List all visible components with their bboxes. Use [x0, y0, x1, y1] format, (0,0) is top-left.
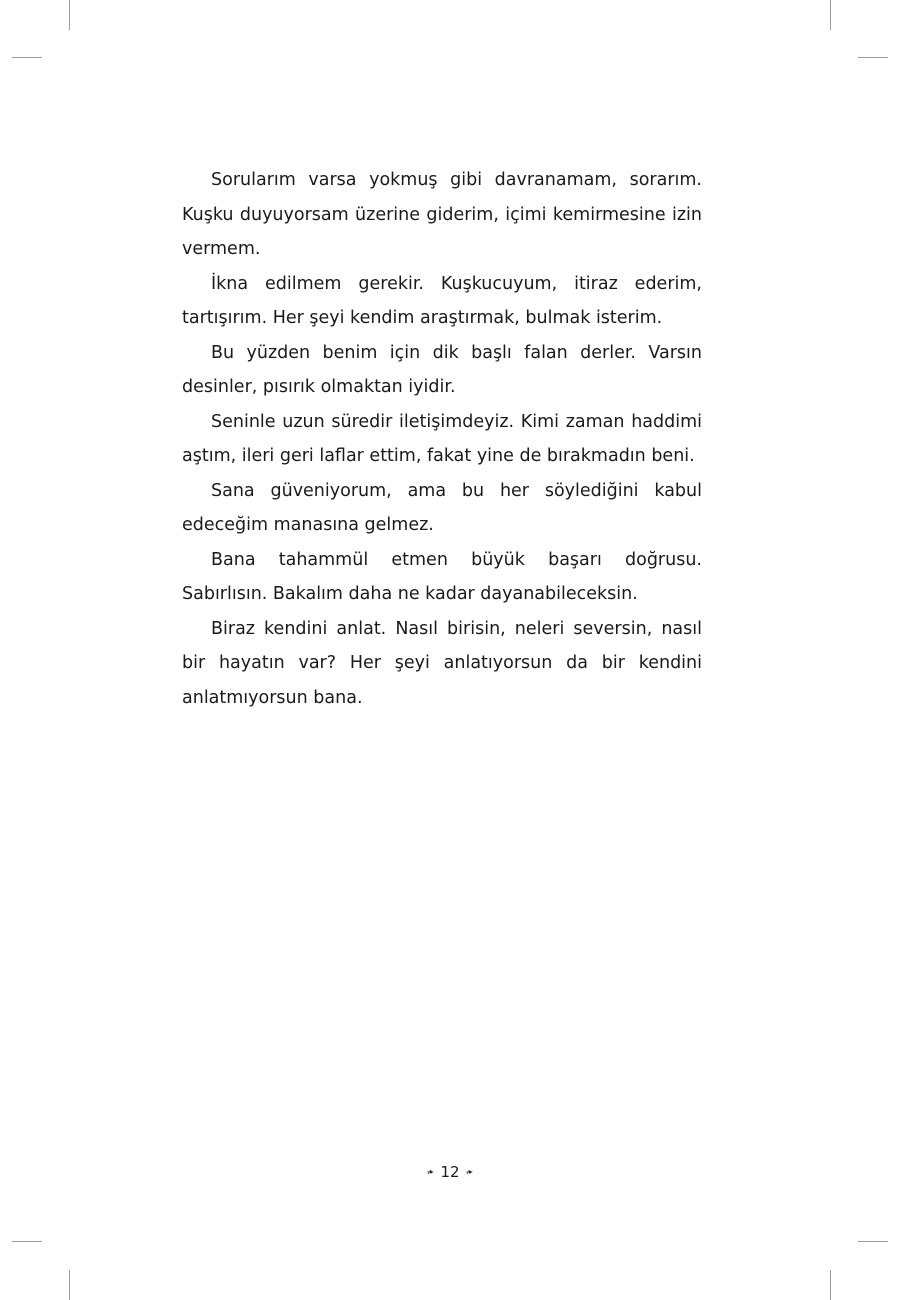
paragraph-7: Biraz kendini anlat. Nasıl birisin, neleri seversin, nasıl bir hayatın var? Her şeyi anlatıyorsun da bir kendini anlatmıyorsun bana.: [182, 618, 702, 708]
paragraph-2: İkna edilmem gerekir. Kuşkucuyum, itiraz ederim, tartışırım. Her şeyi kendim araştırmak, bulmak isterim.: [182, 273, 702, 328]
page-number: 12: [440, 1163, 460, 1181]
paragraph-5: Sana güveniyorum, ama bu her söylediğini kabul edeceğim manasına gelmez.: [182, 480, 702, 535]
crop-mark-top-right-horizontal: [858, 57, 888, 58]
crop-mark-bottom-right-horizontal: [858, 1241, 888, 1242]
paragraph-4: Seninle uzun süredir iletişimdeyiz. Kimi zaman haddimi aştım, ileri geri laflar ettim, fakat yine de bırakmadın beni.: [182, 411, 702, 466]
crop-mark-bottom-left-horizontal: [12, 1241, 42, 1242]
leaf-ornament-left-icon: ❧: [425, 1166, 436, 1179]
paragraph-6: Bana tahammül etmen büyük başarı doğrusu. Sabırlısın. Bakalım daha ne kadar dayanabileceksin.: [182, 549, 702, 604]
leaf-ornament-right-icon: ❧: [464, 1166, 475, 1179]
crop-mark-bottom-right-vertical: [830, 1270, 831, 1300]
crop-mark-top-left-vertical: [69, 0, 70, 30]
crop-mark-top-left-horizontal: [12, 57, 42, 58]
crop-mark-top-right-vertical: [830, 0, 831, 30]
body-text: [182, 163, 702, 715]
paragraph-1: Sorularım varsa yokmuş gibi davranamam, sorarım. Kuşku duyuyorsam üzerine giderim, içimi kemirmesine izin vermem.: [182, 170, 702, 259]
page-footer: [0, 1157, 900, 1188]
paragraph-3: Bu yüzden benim için dik başlı falan derler. Varsın desinler, pısırık olmaktan iyidir.: [182, 342, 702, 397]
crop-mark-bottom-left-vertical: [69, 1270, 70, 1300]
